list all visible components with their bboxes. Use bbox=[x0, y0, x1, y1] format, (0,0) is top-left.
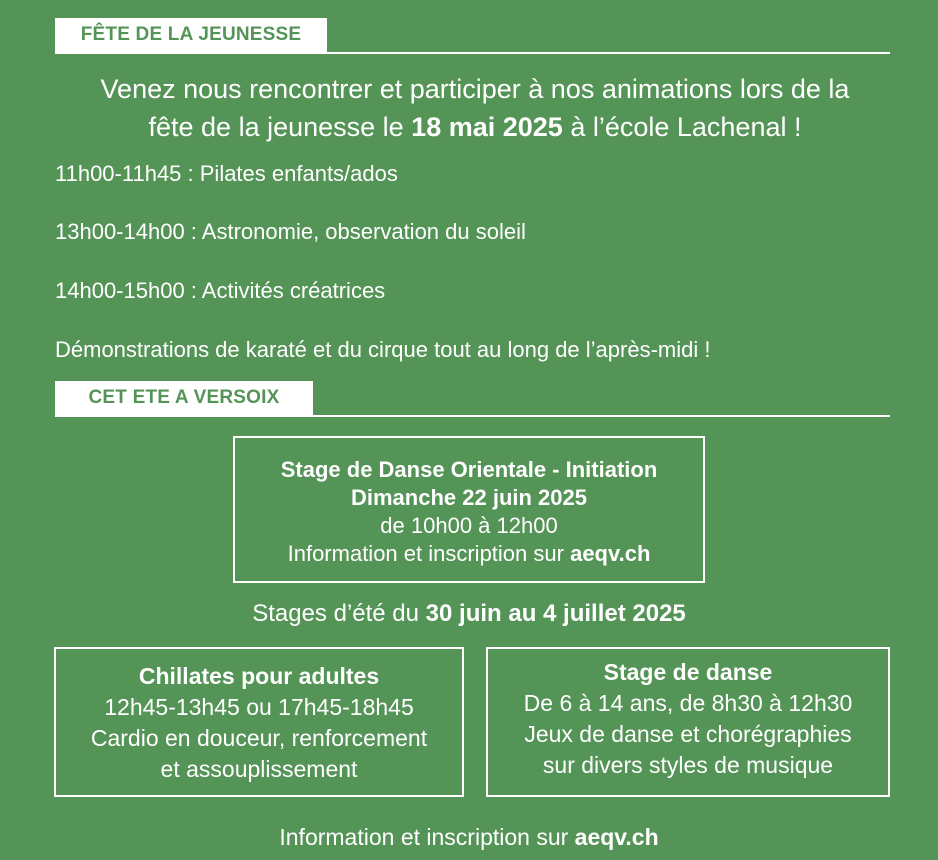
stage-box-date: Dimanche 22 juin 2025 bbox=[351, 485, 587, 510]
intro-line-1: Venez nous rencontrer et participer à nos animations lors de la bbox=[100, 74, 850, 104]
intro-text-after-date: à l’école Lachenal ! bbox=[562, 112, 802, 142]
aeqv-link[interactable]: aeqv.ch bbox=[570, 541, 651, 566]
schedule-item: 13h00-14h00 : Astronomie, observation du soleil bbox=[55, 219, 526, 244]
stage-danse-title: Stage de danse bbox=[603, 659, 773, 685]
section-header-ete bbox=[55, 381, 890, 417]
summer-stages-line bbox=[0, 600, 938, 628]
footer-aeqv-link[interactable]: aeqv.ch bbox=[574, 824, 659, 850]
schedule-item: 14h00-15h00 : Activités créatrices bbox=[55, 278, 386, 303]
intro-text-before-date: fête de la jeunesse le bbox=[148, 112, 412, 142]
chillates-line: Cardio en douceur, renforcement bbox=[90, 725, 428, 751]
summer-dates: 30 juin au 4 juillet 2025 bbox=[425, 600, 686, 627]
event-date: 18 mai 2025 bbox=[411, 112, 563, 142]
section-header-fete bbox=[55, 18, 890, 54]
chillates-line: 12h45-13h45 ou 17h45-18h45 bbox=[104, 694, 414, 720]
schedule-item: Démonstrations de karaté et du cirque tout au long de l’après-midi ! bbox=[55, 337, 711, 362]
stage-danse-orientale-box bbox=[233, 436, 705, 583]
chillates-line: et assouplissement bbox=[160, 756, 358, 782]
stage-danse-line: De 6 à 14 ans, de 8h30 à 12h30 bbox=[523, 690, 853, 716]
footer-info-label: Information et inscription sur bbox=[279, 824, 575, 850]
stage-box-title: Stage de Danse Orientale - Initiation bbox=[280, 457, 658, 482]
chillates-title: Chillates pour adultes bbox=[138, 663, 380, 689]
stage-box-time: de 10h00 à 12h00 bbox=[380, 513, 558, 538]
stage-box-info bbox=[235, 540, 703, 568]
intro-text bbox=[40, 70, 910, 146]
chillates-box bbox=[54, 647, 464, 797]
stage-box-info-label: Information et inscription sur bbox=[287, 541, 571, 566]
stage-danse-line: Jeux de danse et chorégraphies bbox=[524, 721, 852, 747]
summer-stages-label: Stages d’été du bbox=[252, 600, 426, 627]
section-tag-ete: CET ETE A VERSOIX bbox=[55, 381, 313, 415]
intro-line-2 bbox=[40, 108, 910, 146]
stage-danse-line: sur divers styles de musique bbox=[542, 752, 834, 778]
footer-info bbox=[0, 824, 938, 851]
schedule-item: 11h00-11h45 : Pilates enfants/ados bbox=[55, 161, 398, 186]
section-divider bbox=[55, 415, 890, 417]
section-divider bbox=[55, 52, 890, 54]
section-tag-fete: FÊTE DE LA JEUNESSE bbox=[55, 18, 327, 52]
stage-danse-box bbox=[486, 647, 890, 797]
